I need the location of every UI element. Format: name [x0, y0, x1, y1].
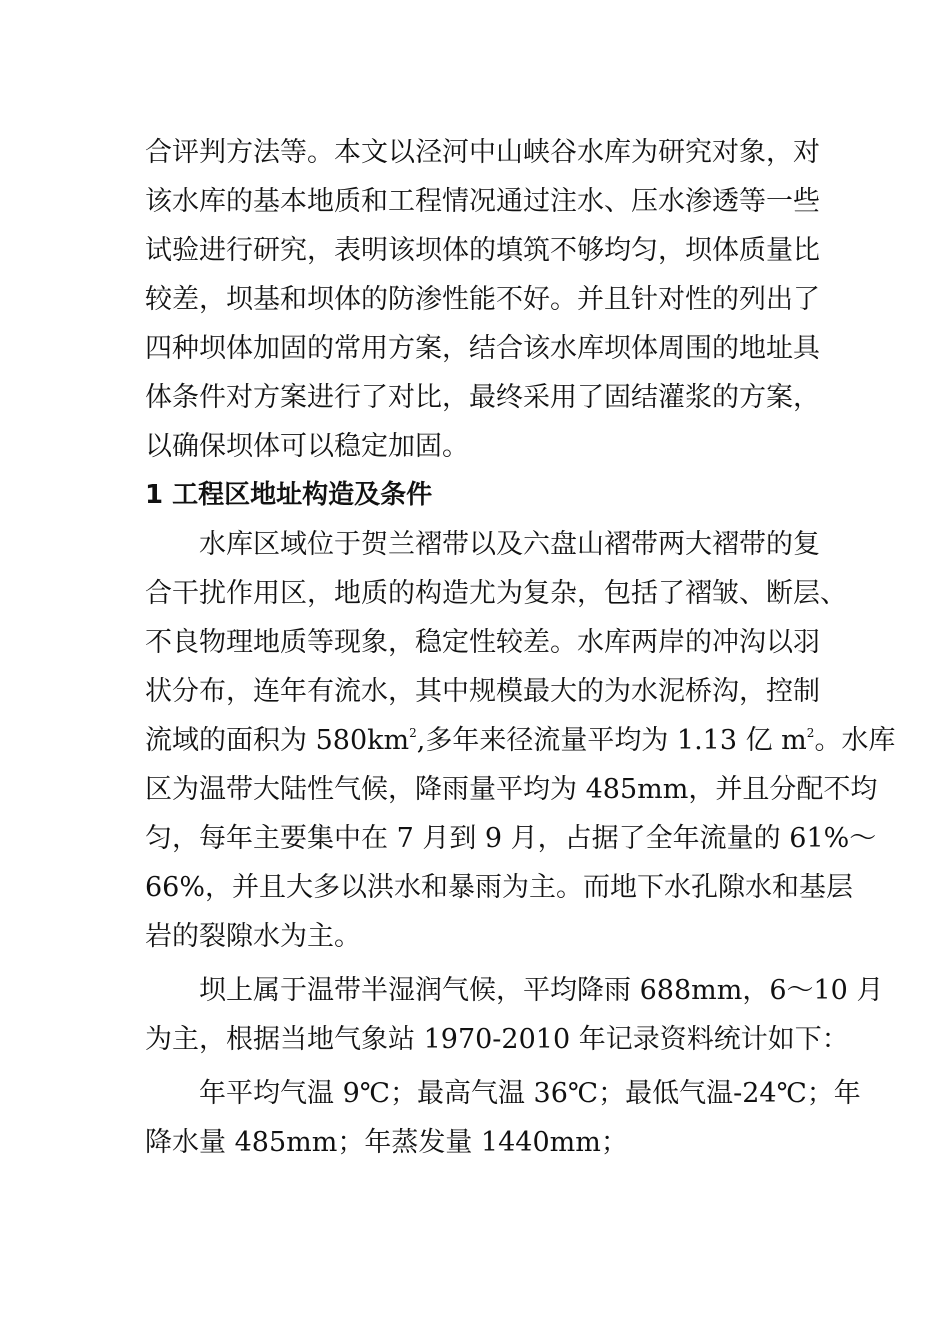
- text-line: 为主，根据当地气象站 1970-2010 年记录资料统计如下：: [145, 1024, 849, 1055]
- text-line: 试验进行研究，表明该坝体的填筑不够均匀，坝体质量比: [145, 235, 820, 266]
- section-heading: 1 工程区地址构造及条件: [145, 480, 433, 510]
- text-line: 区为温带大陆性气候，降雨量平均为 485mm，并且分配不均: [145, 774, 878, 805]
- text-line: 合评判方法等。本文以泾河中山峡谷水库为研究对象，对: [145, 137, 820, 168]
- body-text: [145, 128, 896, 1167]
- text-line: 水库区域位于贺兰褶带以及六盘山褶带两大褶带的复: [199, 529, 820, 560]
- text-line: 体条件对方案进行了对比，最终采用了固结灌浆的方案，: [145, 382, 820, 413]
- text-segment: 。水库: [814, 725, 896, 756]
- text-segment: 流域的面积为 580km: [145, 725, 410, 756]
- text-line: 四种坝体加固的常用方案，结合该水库坝体周围的地址具: [145, 333, 820, 364]
- text-line: 岩的裂隙水为主。: [145, 921, 361, 952]
- paragraph-region: [145, 520, 896, 961]
- text-line: 66%，并且大多以洪水和暴雨为主。而地下水孔隙水和基层: [145, 872, 854, 903]
- text-line: 年平均气温 9℃；最高气温 36℃；最低气温-24℃；年: [199, 1078, 861, 1109]
- paragraph-intro: [145, 128, 820, 471]
- paragraph-stats: [145, 1069, 861, 1167]
- superscript: 2: [806, 726, 815, 740]
- text-line: 不良物理地质等现象，稳定性较差。水库两岸的冲沟以羽: [145, 627, 820, 658]
- text-line: 较差，坝基和坝体的防渗性能不好。并且针对性的列出了: [145, 284, 820, 315]
- superscript: 2: [409, 726, 417, 740]
- text-line: 坝上属于温带半湿润气候，平均降雨 688mm，6～10 月: [199, 975, 884, 1006]
- text-line: 匀，每年主要集中在 7 月到 9 月，占据了全年流量的 61%～: [145, 823, 877, 854]
- text-line: 以确保坝体可以稳定加固。: [145, 431, 469, 462]
- text-line: 合干扰作用区，地质的构造尤为复杂，包括了褶皱、断层、: [145, 578, 847, 609]
- text-line-with-superscripts: [145, 716, 896, 765]
- text-line: 该水库的基本地质和工程情况通过注水、压水渗透等一些: [145, 186, 820, 217]
- text-line: 降水量 485mm；年蒸发量 1440mm；: [145, 1127, 628, 1158]
- paragraph-climate: [145, 966, 884, 1064]
- text-line: 状分布，连年有流水，其中规模最大的为水泥桥沟，控制: [145, 676, 820, 707]
- text-segment: ,多年来径流量平均为 1.13 亿 m: [416, 725, 807, 756]
